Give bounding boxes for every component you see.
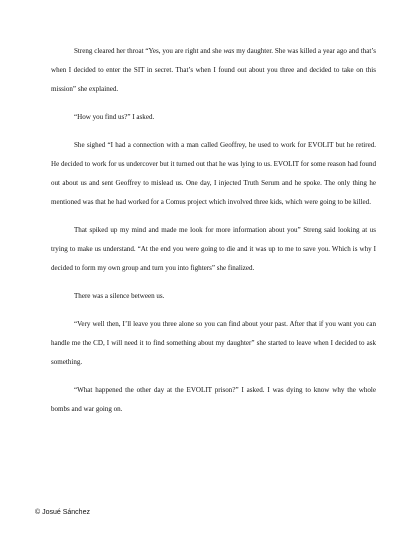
paragraph-1-text-start: Streng cleared her throat “Yes, you are right and she <box>74 47 224 55</box>
document-body <box>51 42 376 428</box>
paragraph-1-emphasis: was <box>223 47 235 55</box>
paragraph-4: That spiked up my mind and made me look for more information about you” Streng said looking at us trying to make us understand. “At the end you were going to die and it was up to me to save you. Which is why I decided to form my own group and turn you into fighters” she finalized. <box>51 226 376 272</box>
paragraph-7: “What happened the other day at the EVOLIT prison?” I asked. I was dying to know why the whole bombs and war going on. <box>51 386 376 413</box>
paragraph-6: “Very well then, I’ll leave you three alone so you can find about your past. After that if you want you can handle me the CD, I will need it to find something about my daughter” she started to leave when I decided to ask something. <box>51 320 376 366</box>
paragraph-3: She sighed “I had a connection with a man called Geoffrey, he used to work for EVOLIT but he retired. He decided to work for us undercover but it turned out that he was lying to us. EVOLIT for some reason had found out about us and sent Geoffrey to mislead us. One day, I injected Truth Serum and he spoke. The only thing he mentioned was that he had worked for a Comus project which involved three kids, which were going to be killed. <box>51 141 376 206</box>
copyright-footer: © Josué Sánchez <box>35 509 90 516</box>
paragraph-2: “How you find us?” I asked. <box>74 113 155 121</box>
paragraph-1 <box>51 42 376 99</box>
paragraph-1-text-end: my daughter. She was killed a year ago and that’s when I decided to enter the SIT in secret. That’s when I found out about you three and decided to take on this mission” she explained. <box>51 47 376 93</box>
paragraph-5: There was a silence between us. <box>74 292 165 300</box>
